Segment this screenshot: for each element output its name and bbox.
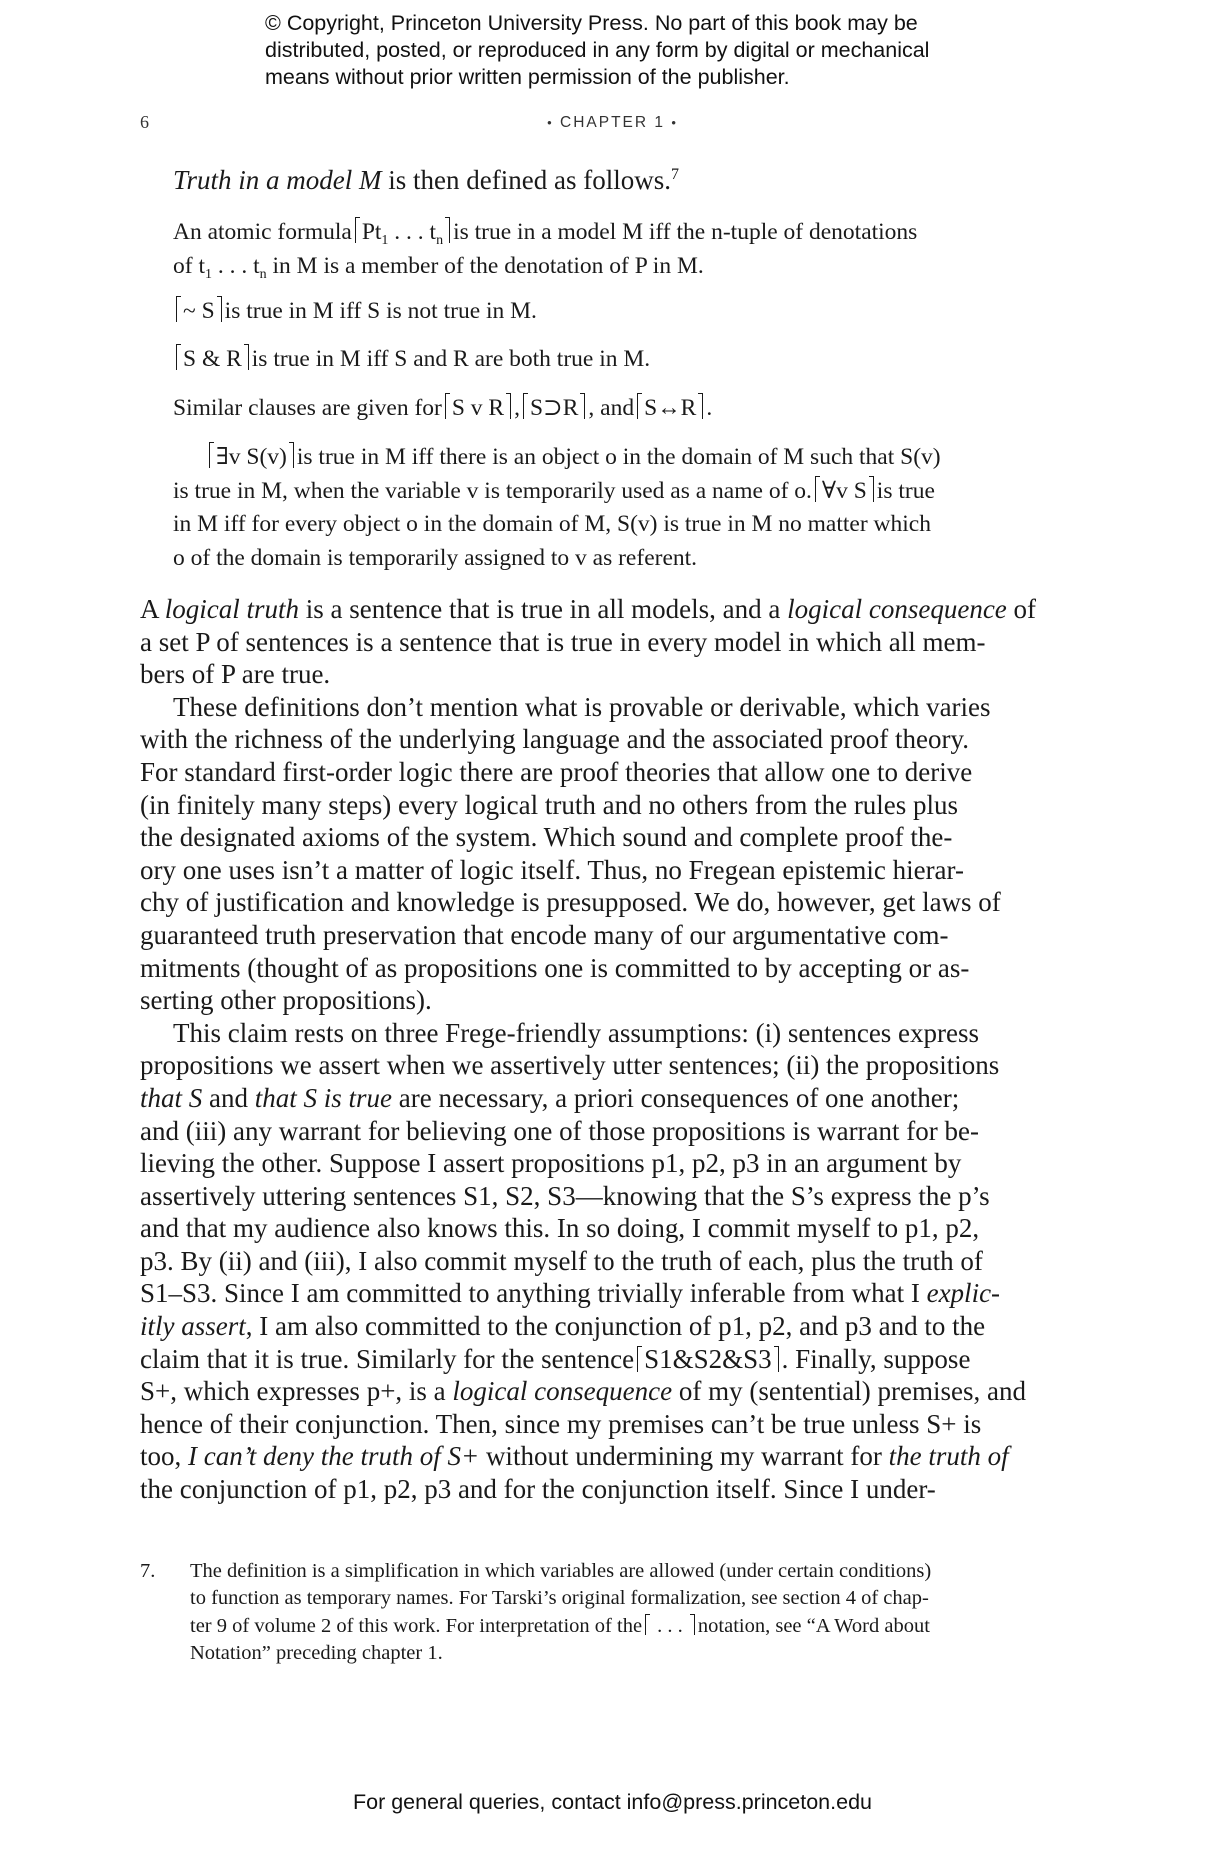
paragraph-line: guaranteed truth preservation that encode many of our argumentative com-: [140, 919, 949, 950]
subscript: n: [436, 233, 444, 248]
formula-text: ∀v S: [821, 477, 867, 504]
corner-quote-close: [289, 442, 294, 468]
footnote-reference: 7: [670, 166, 679, 183]
paragraph-line: itly assert, I am also committed to the conjunction of p1, p2, and p3 and to the: [140, 1311, 986, 1342]
corner-quote-open: [637, 393, 642, 419]
paragraph-line: the conjunction of p1, p2, p3 and for the conjunction itself. Since I under-: [140, 1474, 936, 1505]
corner-quote-close: [698, 393, 703, 419]
corner-quote-open: [209, 442, 214, 468]
corner-quote-close: [506, 393, 511, 419]
copyright-line: © Copyright, Princeton University Press. No part of this book may be: [265, 11, 918, 35]
corner-quote-open: [645, 1614, 650, 1635]
footnote-text: [190, 1558, 1070, 1667]
paragraph-line: mitments (thought of as propositions one is committed to by accepting or as-: [140, 952, 970, 983]
copyright-line: distributed, posted, or reproduced in any form by digital or mechanical: [265, 38, 930, 62]
paragraph-line: A logical truth is a sentence that is true in all models, and a logical consequence of: [140, 594, 1037, 624]
corner-quote-open: [815, 476, 820, 502]
formula-text: . . . t: [388, 219, 437, 245]
footnote-number: 7.: [140, 1560, 156, 1582]
paragraph-line: claim that it is true. Similarly for the sentence S1&S2&S3 . Finally, suppose: [140, 1343, 971, 1374]
paragraph-line: bers of P are true.: [140, 659, 331, 690]
paragraph-line: propositions we assert when we assertively utter sentences; (ii) the propositions: [140, 1050, 1000, 1081]
truth-definition-text: is then defined as follows.: [381, 165, 671, 195]
clause-similar: Similar clauses are given for S v R , S⊃R , and S↔R .: [173, 395, 713, 421]
clause-quantifiers: [173, 441, 1043, 575]
clause-text: , and: [588, 395, 635, 421]
corner-quote-open: [445, 393, 450, 419]
paragraph-line: (in finitely many steps) every logical truth and no others from the rules plus: [140, 789, 959, 820]
formula-text: S↔R: [644, 395, 697, 421]
formula-text: ∃v S(v): [216, 444, 287, 470]
subscript: n: [259, 266, 267, 282]
subscript: 1: [204, 266, 212, 282]
corner-quote-close: [217, 296, 222, 322]
corner-quote-open: [355, 217, 360, 243]
paragraph-line: S+, which expresses p+, is a logical consequence of my (sentential) premises, and: [140, 1376, 1026, 1407]
corner-quote-close: [445, 217, 450, 243]
corner-quote-open: [523, 393, 528, 419]
paragraph-line: chy of justification and knowledge is presupposed. We do, however, get laws of: [140, 887, 1001, 918]
formula-text: . . . t: [211, 252, 260, 279]
running-header: [0, 112, 1225, 138]
corner-quote-close: [244, 344, 249, 370]
corner-quote-close: [580, 393, 585, 419]
paragraph-line: that S and that S is true are necessary, a priori consequences of one another;: [140, 1082, 960, 1113]
paragraph-line: assertively uttering sentences S1, S2, S3—knowing that the S’s express the p’s: [140, 1180, 990, 1211]
paragraph-line: and that my audience also knows this. In so doing, I commit myself to p1, p2,: [140, 1213, 980, 1244]
clause-text: o of the domain is temporarily assigned to v as referent.: [173, 544, 698, 571]
clause-text: is true in M iff there is an object o in the domain of M such that S(v): [296, 444, 941, 470]
formula-text: S v R: [451, 395, 505, 421]
clause-text: An atomic formula: [173, 219, 352, 245]
paragraph-line: and (iii) any warrant for believing one of those propositions is warrant for be-: [140, 1115, 980, 1146]
footnote-line: ter 9 of volume 2 of this work. For interpretation of the . . . notation, see “A Word about: [190, 1614, 930, 1637]
paragraph-line: hence of their conjunction. Then, since my premises can’t be true unless S+ is: [140, 1408, 982, 1439]
corner-quote-open: [176, 344, 181, 370]
formula-text: S & R: [183, 346, 242, 372]
paragraph-line: This claim rests on three Frege-friendly assumptions: (i) sentences express: [173, 1017, 980, 1048]
clause-atomic: [173, 216, 1043, 283]
chapter-label: CHAPTER 1: [560, 114, 665, 131]
clause-text: is true in M iff S and R are both true in M.: [251, 346, 651, 372]
formula-text: Pt: [361, 219, 382, 245]
footnote-line: The definition is a simplification in which variables are allowed (under certain conditions): [190, 1560, 932, 1582]
formula-text: ~ S: [183, 298, 215, 324]
corner-quote-close: [774, 1346, 779, 1372]
paragraph-line: a set P of sentences is a sentence that is true in every model in which all mem-: [140, 626, 986, 657]
corner-quote-open: [637, 1346, 642, 1372]
clause-text: Similar clauses are given for: [173, 395, 442, 421]
truth-definition-intro: [173, 163, 679, 197]
paragraph-line: with the richness of the underlying language and the associated proof theory.: [140, 724, 969, 755]
paragraph-line: serting other propositions).: [140, 985, 432, 1016]
clause-text: in M iff for every object o in the domain of M, S(v) is true in M no matter which: [173, 511, 931, 537]
paragraph-line: lieving the other. Suppose I assert propositions p1, p2, p3 in an argument by: [140, 1148, 962, 1179]
chapter-heading: • CHAPTER 1 •: [547, 114, 678, 131]
paragraph-line: S1–S3. Since I am committed to anything trivially inferable from what I explic-: [140, 1278, 1001, 1309]
clause-negation: [173, 295, 1043, 329]
paragraph-line: For standard first-order logic there are proof theories that allow one to derive: [140, 756, 973, 787]
paragraph-line: the designated axioms of the system. Which sound and complete proof the-: [140, 822, 953, 853]
paragraph-line: p3. By (ii) and (iii), I also commit myself to the truth of each, plus the truth of: [140, 1245, 983, 1276]
body-text: [140, 593, 1070, 1506]
formula-text: S⊃R: [529, 395, 579, 421]
truth-definition-term: Truth in a model M: [173, 165, 382, 195]
clause-text: is true in a model M iff the n-tuple of denotations: [453, 219, 918, 245]
footnote-line: Notation” preceding chapter 1.: [190, 1641, 443, 1664]
footnote-line: to function as temporary names. For Tarski’s original formalization, see section 4 of chap-: [190, 1587, 929, 1610]
copyright-line: means without prior written permission of the publisher.: [265, 65, 790, 89]
subscript: 1: [381, 233, 389, 248]
copyright-notice: [265, 10, 1025, 91]
corner-quote-open: [176, 296, 181, 322]
contact-line: For general queries, contact info@press.princeton.edu: [352, 1790, 872, 1814]
paragraph-line: ory one uses isn’t a matter of logic itself. Thus, no Fregean epistemic hierar-: [140, 854, 964, 885]
clause-text: is true in M, when the variable v is temporarily used as a name of o.: [173, 477, 812, 504]
corner-quote-close: [869, 476, 874, 502]
clause-text: is true in M iff S is not true in M.: [224, 298, 537, 324]
clause-text: is true: [876, 477, 935, 504]
page-number: 6: [140, 112, 149, 132]
clause-text: of t: [173, 252, 205, 279]
corner-quote-close: [690, 1614, 695, 1635]
paragraph-line: too, I can’t deny the truth of S+ without undermining my warrant for the truth of: [140, 1441, 1009, 1472]
clause-conjunction: [173, 343, 1043, 377]
clause-text: in M is a member of the denotation of P in M.: [266, 252, 704, 279]
paragraph-line: These definitions don’t mention what is provable or derivable, which varies: [173, 691, 991, 722]
